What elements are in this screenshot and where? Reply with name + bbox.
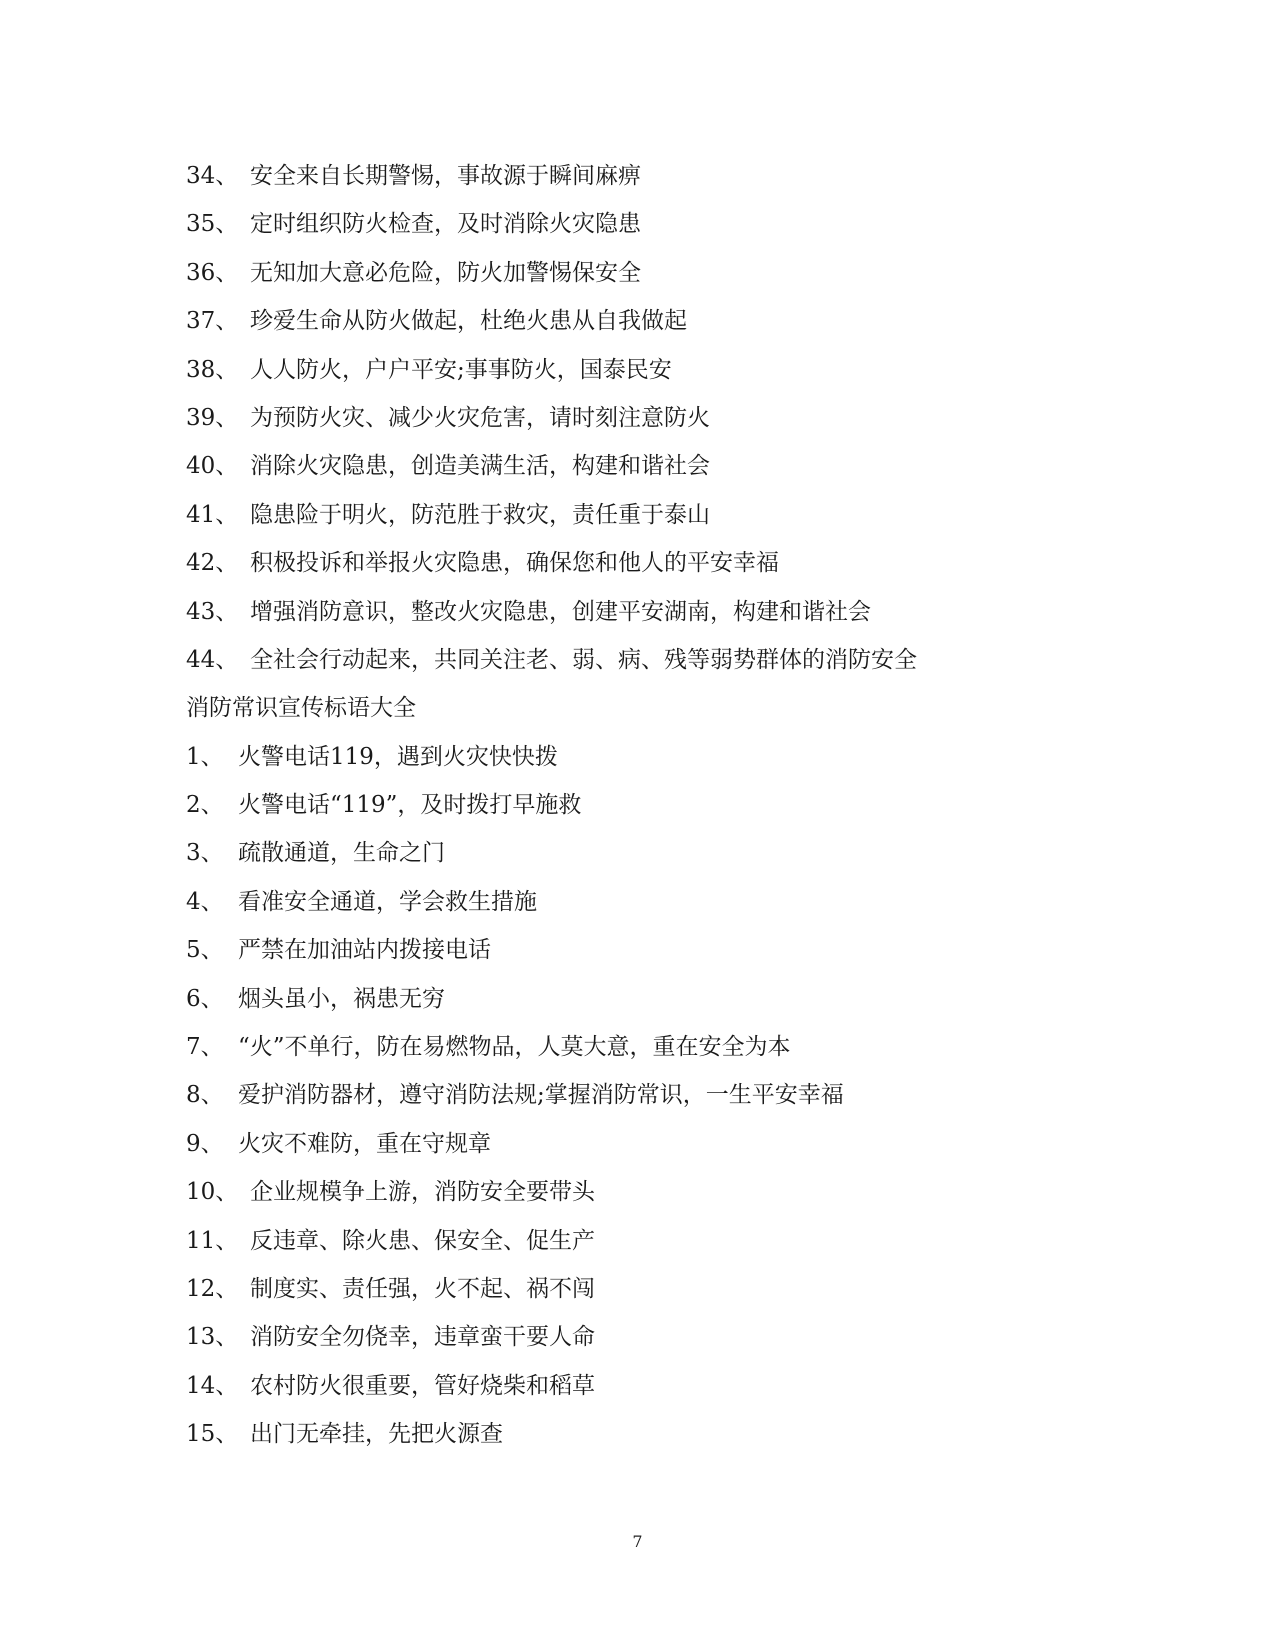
list-item xyxy=(186,829,1086,877)
item-text: 积极投诉和举报火灾隐患，确保您和他人的平安幸福 xyxy=(250,550,779,577)
list-item xyxy=(186,1168,1086,1216)
list-item xyxy=(186,636,1086,684)
item-text: 全社会行动起来，共同关注老、弱、病、残等弱势群体的消防安全 xyxy=(250,646,917,673)
list-item xyxy=(186,394,1086,442)
item-text: 火警电话119，遇到火灾快快拨 xyxy=(238,743,558,770)
item-text: 制度实、责任强，火不起、祸不闯 xyxy=(250,1275,595,1302)
item-number: 9、 xyxy=(186,1130,224,1157)
item-text: 烟头虽小，祸患无穷 xyxy=(238,985,445,1012)
item-text: 消防安全勿侥幸，违章蛮干要人命 xyxy=(250,1324,595,1351)
list-item xyxy=(186,588,1086,636)
list-item xyxy=(186,1410,1086,1458)
item-number: 35、 xyxy=(186,211,239,238)
list-item xyxy=(186,1071,1086,1119)
list-item xyxy=(186,539,1086,587)
slogan-list xyxy=(186,152,1086,1459)
item-number: 5、 xyxy=(186,937,224,964)
list-item xyxy=(186,152,1086,200)
item-number: 39、 xyxy=(186,404,239,431)
item-text: 火灾不难防，重在守规章 xyxy=(238,1130,491,1157)
item-number: 10、 xyxy=(186,1179,239,1206)
item-text: 企业规模争上游，消防安全要带头 xyxy=(250,1179,595,1206)
item-number: 14、 xyxy=(186,1372,239,1399)
item-number: 44、 xyxy=(186,646,239,673)
item-text: 农村防火很重要，管好烧柴和稻草 xyxy=(250,1372,595,1399)
list-item xyxy=(186,249,1086,297)
list-item xyxy=(186,975,1086,1023)
item-number: 36、 xyxy=(186,259,239,286)
list-item xyxy=(186,926,1086,974)
item-text: 隐患险于明火，防范胜于救灾，责任重于泰山 xyxy=(250,501,710,528)
item-text: 安全来自长期警惕，事故源于瞬间麻痹 xyxy=(250,163,641,189)
section-heading: 消防常识宣传标语大全 xyxy=(186,695,416,722)
list-item xyxy=(186,442,1086,490)
item-text: 消除火灾隐患，创造美满生活，构建和谐社会 xyxy=(250,453,710,480)
item-number: 34、 xyxy=(186,163,239,189)
page-number: 7 xyxy=(632,1532,643,1551)
item-number: 15、 xyxy=(186,1421,239,1448)
item-number: 40、 xyxy=(186,453,239,480)
item-number: 43、 xyxy=(186,598,239,625)
list-item xyxy=(186,297,1086,345)
item-text: 疏散通道，生命之门 xyxy=(238,840,445,867)
list-item xyxy=(186,781,1086,829)
list-item xyxy=(186,200,1086,248)
item-text: 人人防火，户户平安;事事防火，国泰民安 xyxy=(250,356,672,383)
item-number: 11、 xyxy=(186,1227,239,1254)
item-number: 41、 xyxy=(186,501,239,528)
item-number: 13、 xyxy=(186,1324,239,1351)
list-item xyxy=(186,1265,1086,1313)
list-item xyxy=(186,878,1086,926)
item-text: 珍爱生命从防火做起，杜绝火患从自我做起 xyxy=(250,308,687,335)
item-text: 爱护消防器材，遵守消防法规;掌握消防常识，一生平安幸福 xyxy=(238,1082,844,1109)
item-text: 为预防火灾、减少火灾危害，请时刻注意防火 xyxy=(250,404,710,431)
list-item xyxy=(186,1217,1086,1265)
item-number: 8、 xyxy=(186,1082,224,1109)
item-number: 6、 xyxy=(186,985,224,1012)
list-item xyxy=(186,1023,1086,1071)
item-number: 38、 xyxy=(186,356,239,383)
item-text: 增强消防意识，整改火灾隐患，创建平安湖南，构建和谐社会 xyxy=(250,598,871,625)
list-item xyxy=(186,733,1086,781)
list-item xyxy=(186,491,1086,539)
item-number: 12、 xyxy=(186,1275,239,1302)
list-item xyxy=(186,1120,1086,1168)
item-number: 3、 xyxy=(186,840,224,867)
list-item xyxy=(186,346,1086,394)
item-text: 定时组织防火检查，及时消除火灾隐患 xyxy=(250,211,641,238)
item-text: 严禁在加油站内拨接电话 xyxy=(238,937,491,964)
item-text: “火”不单行，防在易燃物品，人莫大意，重在安全为本 xyxy=(238,1034,791,1061)
item-number: 37、 xyxy=(186,308,239,335)
item-text: 反违章、除火患、保安全、促生产 xyxy=(250,1227,595,1254)
list-item xyxy=(186,1362,1086,1410)
item-number: 4、 xyxy=(186,888,224,915)
item-text: 无知加大意必危险，防火加警惕保安全 xyxy=(250,259,641,286)
item-number: 1、 xyxy=(186,743,224,770)
item-number: 2、 xyxy=(186,792,224,819)
list-item xyxy=(186,1313,1086,1361)
item-number: 7、 xyxy=(186,1034,224,1061)
item-text: 看准安全通道，学会救生措施 xyxy=(238,888,537,915)
item-number: 42、 xyxy=(186,550,239,577)
item-text: 火警电话“119”，及时拨打早施救 xyxy=(238,792,582,819)
item-text: 出门无牵挂，先把火源查 xyxy=(250,1421,503,1448)
